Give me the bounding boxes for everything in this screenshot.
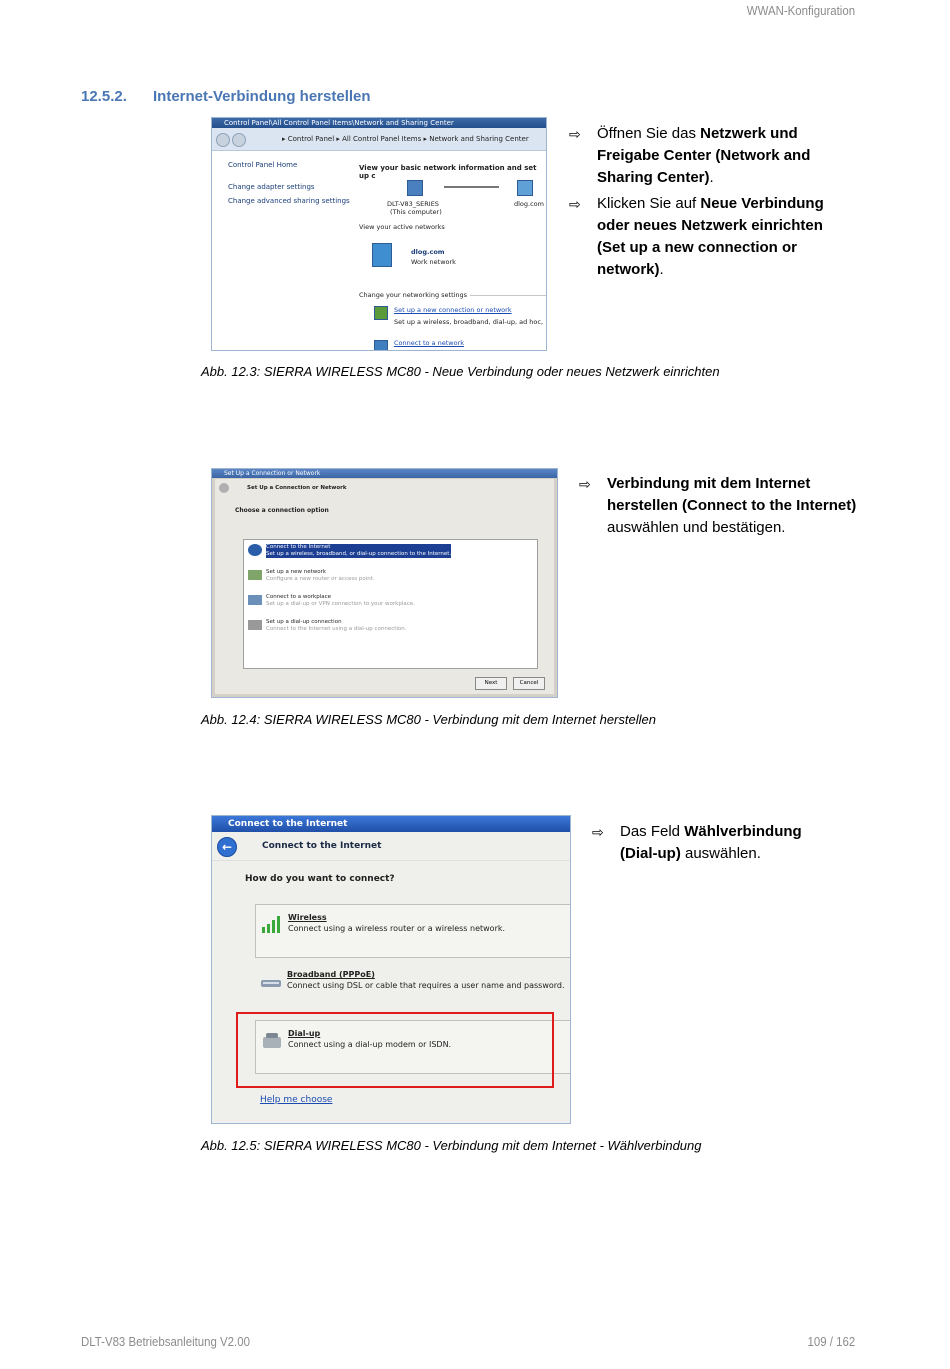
dialog-subtitle: Connect to the Internet <box>262 841 382 851</box>
option-desc: Connect using DSL or cable that requires a user name and password. <box>287 981 565 990</box>
help-link: Help me choose <box>260 1095 333 1105</box>
option-workplace <box>266 594 415 608</box>
bullet-bold: Netzwerk und Freigabe Center (Network and Sharing Center) <box>597 125 811 186</box>
prompt: Choose a connection option <box>235 507 329 514</box>
option-title: Set up a new network <box>266 569 327 575</box>
window-title: Control Panel\All Control Panel Items\Network and Sharing Center <box>212 118 546 128</box>
bullet-text-end: auswählen und bestätigen. <box>607 519 786 536</box>
nav-change-sharing: Change advanced sharing settings <box>228 197 350 205</box>
running-header: WWAN-Konfiguration <box>746 3 855 18</box>
active-networks-label: View your active networks <box>359 223 445 231</box>
computer-name: DLT-V83_SERIES <box>387 200 439 208</box>
network-type: Work network <box>411 258 456 266</box>
figure-caption: Abb. 12.4: SIERRA WIRELESS MC80 - Verbindung mit dem Internet herstellen <box>201 712 656 727</box>
heading: View your basic network information and set up c <box>359 164 537 180</box>
bullet <box>569 123 839 189</box>
bullet <box>579 473 869 539</box>
nav-change-adapter: Change adapter settings <box>228 183 315 191</box>
cancel-button: Cancel <box>513 677 545 690</box>
router-icon <box>248 570 262 580</box>
screenshot-setup-connection <box>211 468 558 698</box>
figure-caption: Abb. 12.3: SIERRA WIRELESS MC80 - Neue Verbindung oder neues Netzwerk einrichten <box>201 364 720 379</box>
option-title: Connect to the Internet <box>266 544 331 550</box>
option-desc: Set up a wireless, broadband, or dial-up connection to the Internet. <box>266 551 452 557</box>
bullet-text-end: auswählen. <box>680 845 761 862</box>
option-new-network <box>266 569 375 583</box>
bullet-bold: Neue Verbindung oder neues Netzwerk einrichten (Set up a new connection or network) <box>597 195 824 278</box>
footer-page-number: 109 / 162 <box>807 1334 855 1349</box>
arrow-right-icon: ⇨ <box>592 824 604 840</box>
connect-icon <box>374 340 388 351</box>
section-number: 12.5.2. <box>81 88 127 105</box>
option-desc: Connect to the Internet using a dial-up connection. <box>266 626 407 632</box>
network-icon <box>372 243 392 267</box>
bullet-text-end: . <box>659 261 664 278</box>
figure-caption: Abb. 12.5: SIERRA WIRELESS MC80 - Verbindung mit dem Internet - Wählverbindung <box>201 1138 702 1153</box>
option-title: Dial-up <box>288 1029 321 1038</box>
bullet-text: Das Feld <box>620 823 685 840</box>
forward-icon <box>232 133 246 147</box>
address-bar <box>212 128 546 151</box>
signal-bars-icon <box>261 915 283 933</box>
bullet-bold: Verbindung mit dem Internet herstellen (Connect to the Internet) <box>607 475 857 514</box>
bullet-list-3 <box>592 821 842 869</box>
option-title: Connect to a workplace <box>266 594 331 600</box>
dialog-header <box>212 832 570 861</box>
bullet-text: Klicken Sie auf <box>597 195 701 212</box>
arrow-right-icon: ⇨ <box>569 126 581 142</box>
arrow-right-icon: ⇨ <box>579 476 591 492</box>
screenshot-connect-internet <box>211 815 571 1124</box>
next-button: Next <box>475 677 507 690</box>
option-title: Wireless <box>288 913 327 922</box>
window-title: Connect to the Internet <box>212 816 570 832</box>
option-broadband <box>255 962 571 1014</box>
back-arrow-icon: ← <box>217 837 237 857</box>
phone-icon <box>248 620 262 630</box>
back-icon <box>216 133 230 147</box>
footer-document: DLT-V83 Betriebsanleitung V2.00 <box>81 1334 250 1349</box>
highlight-box <box>236 1012 554 1088</box>
option-wireless <box>255 904 571 958</box>
window-title: Set Up a Connection or Network <box>212 469 557 478</box>
option-desc: Connect using a dial-up modem or ISDN. <box>288 1040 452 1049</box>
setup-icon <box>374 306 388 320</box>
bullet <box>569 193 839 281</box>
globe-icon <box>517 180 533 196</box>
bullet-text: Öffnen Sie das <box>597 125 701 142</box>
domain-name: dlog.com <box>514 200 544 208</box>
dialog-subtitle: Set Up a Connection or Network <box>247 485 347 491</box>
option-title: Set up a dial-up connection <box>266 619 342 625</box>
bullet <box>592 821 842 865</box>
network-name: dlog.com <box>411 248 445 256</box>
address-text: ▸ Control Panel ▸ All Control Panel Items ▸ Network and Sharing Center <box>282 135 529 143</box>
option-connect-internet <box>266 544 451 558</box>
setup-desc: Set up a wireless, broadband, dial-up, ad hoc, <box>394 318 544 326</box>
setup-link: Set up a new connection or network <box>394 306 512 314</box>
option-desc: Configure a new router or access point. <box>266 576 375 582</box>
arrow-right-icon: ⇨ <box>569 196 581 212</box>
modem-icon <box>260 972 282 990</box>
dialog-body <box>215 479 554 694</box>
option-desc: Set up a dial-up or VPN connection to your workplace. <box>266 601 415 607</box>
section-title: Internet-Verbindung herstellen <box>153 88 371 105</box>
option-title: Broadband (PPPoE) <box>287 970 375 979</box>
option-desc: Connect using a wireless router or a wireless network. <box>288 924 506 933</box>
back-icon <box>219 483 229 493</box>
change-settings-label: Change your networking settings <box>359 291 468 299</box>
option-dialup <box>266 619 407 633</box>
globe-icon <box>248 544 262 556</box>
question: How do you want to connect? <box>245 874 395 884</box>
bullet-bold: Wählverbindung (Dial-up) <box>620 823 802 862</box>
nav-control-panel-home: Control Panel Home <box>228 161 298 169</box>
left-nav <box>212 151 352 350</box>
bullet-text-end: . <box>709 169 714 186</box>
computer-sub: (This computer) <box>390 208 442 216</box>
bullet-list-2 <box>579 473 869 543</box>
computer-icon <box>407 180 423 196</box>
divider <box>470 295 546 296</box>
connection-line <box>444 186 499 188</box>
bullet-list-1 <box>569 123 839 285</box>
option-list <box>243 539 538 669</box>
connect-link: Connect to a network <box>394 339 464 347</box>
screenshot-network-sharing-center <box>211 117 547 351</box>
workplace-icon <box>248 595 262 605</box>
